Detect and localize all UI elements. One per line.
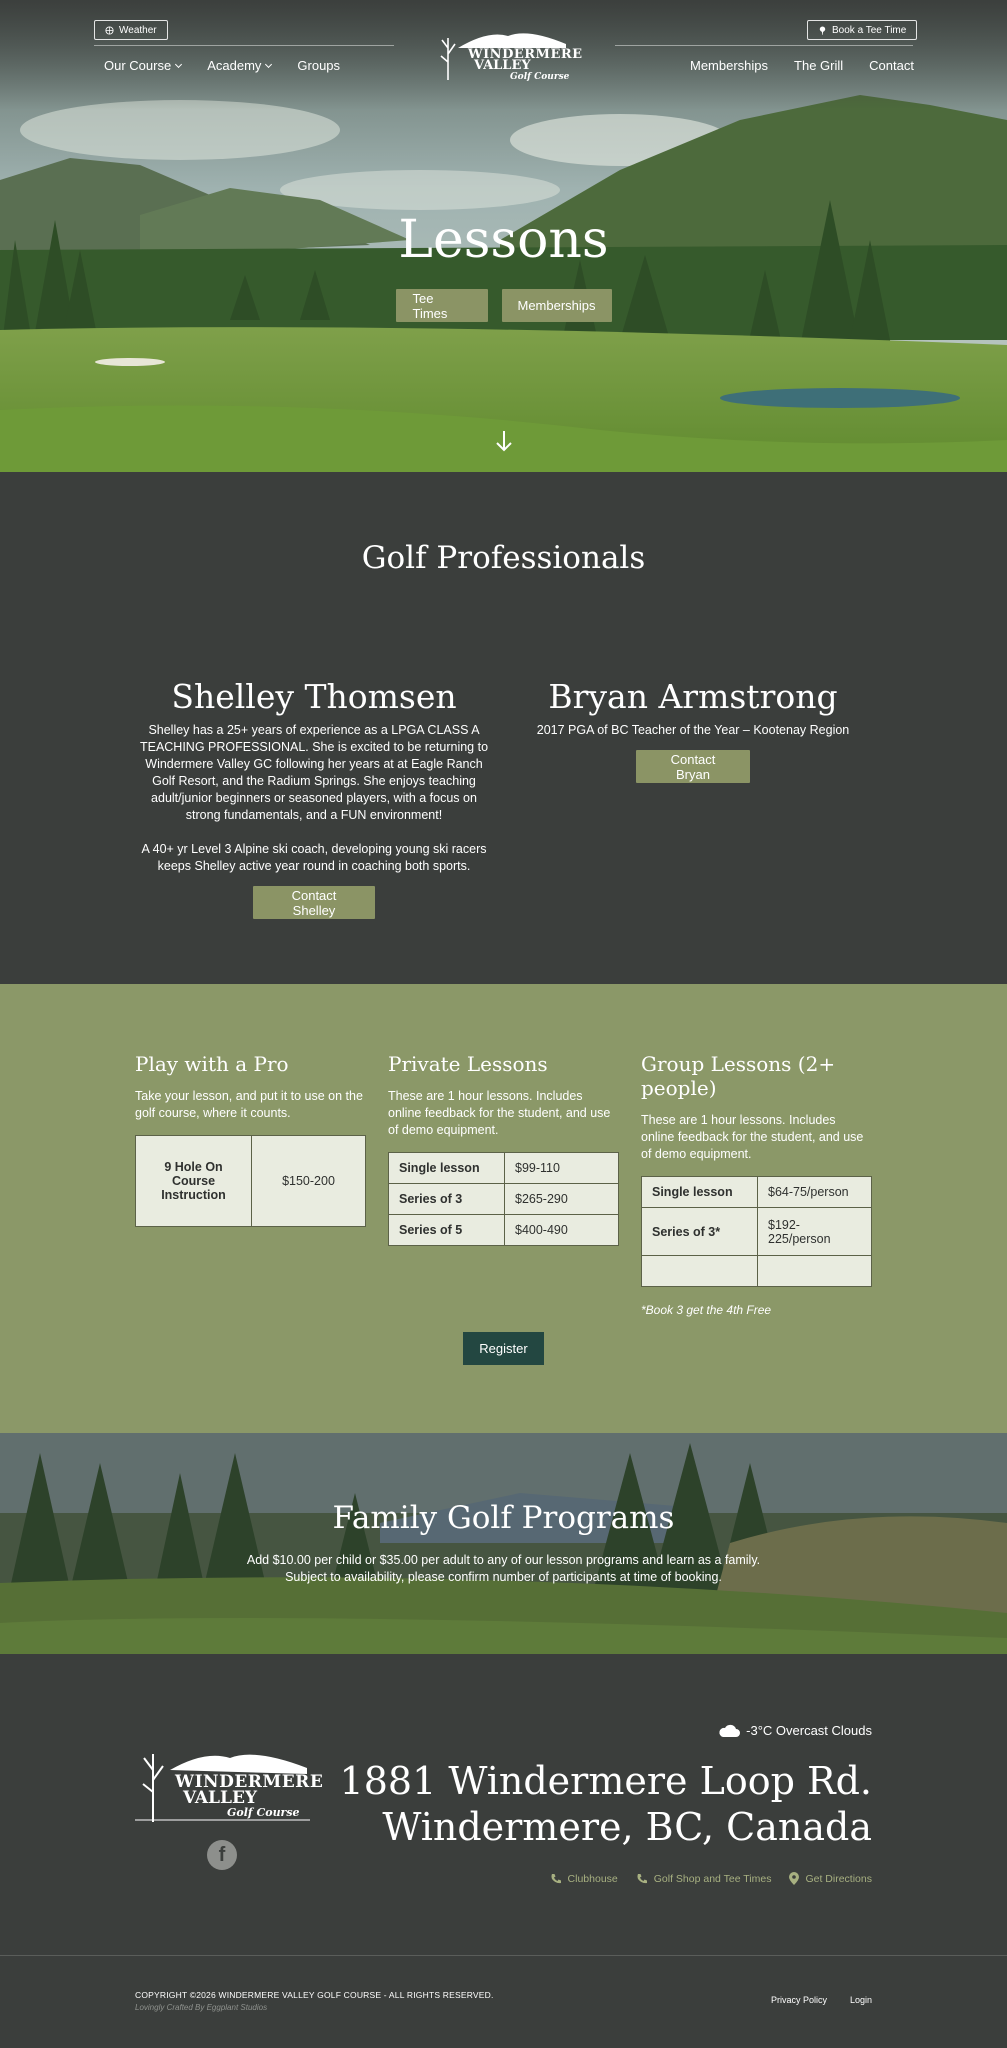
footer-logo-valley: VALLEY (183, 1788, 258, 1808)
link-label: Get Directions (805, 1872, 872, 1885)
table-cell-label: Single lesson (642, 1177, 758, 1208)
table-cell-label: Series of 3 (389, 1184, 505, 1215)
nav-item-academy[interactable] (207, 58, 271, 73)
pricing-table (135, 1135, 366, 1227)
table-row (642, 1177, 872, 1208)
contact-shelley-button[interactable]: Contact Shelley (253, 886, 375, 919)
contact-bryan-button[interactable]: Contact Bryan (636, 750, 750, 783)
pro-bio: 2017 PGA of BC Teacher of the Year – Kootenay Region (536, 723, 850, 737)
pricing-table (388, 1152, 619, 1246)
table-cell-price: $265-290 (505, 1184, 619, 1215)
table-row (389, 1153, 619, 1184)
table-row (136, 1136, 366, 1227)
weather-button[interactable] (94, 20, 168, 40)
site-logo[interactable] (438, 18, 583, 86)
nav-item-groups[interactable]: Groups (297, 58, 341, 73)
nav-item-contact[interactable]: Contact (869, 58, 914, 73)
cloud-icon (718, 1722, 740, 1738)
footer-logo[interactable] (135, 1736, 324, 1826)
pro-card-bryan (515, 677, 871, 783)
column-title: Private Lessons (388, 1052, 548, 1076)
table-cell-price: $192-225/person (758, 1208, 872, 1256)
legal-links (771, 1995, 872, 2005)
column-title: Play with a Pro (135, 1052, 289, 1076)
footer-logo-golf-course: Golf Course (227, 1806, 300, 1819)
nav-left (104, 58, 340, 73)
table-row (389, 1184, 619, 1215)
column-description: These are 1 hour lessons. Includes online feedback for the student, and use of demo equipment. (388, 1089, 611, 1137)
link-label: Golf Shop and Tee Times (653, 1872, 772, 1885)
address-line-1: 1881 Windermere Loop Rd. (339, 1759, 872, 1803)
column-description: These are 1 hour lessons. Includes online feedback for the student, and use of demo equipment. (641, 1113, 864, 1161)
nav-label: Our Course (104, 58, 172, 73)
chevron-down-icon (265, 60, 272, 67)
family-title: Family Golf Programs (332, 1500, 675, 1536)
site-credit[interactable]: Lovingly Crafted By Eggplant Studios (135, 2003, 268, 2012)
golf-shop-link[interactable] (636, 1872, 772, 1885)
get-directions-link[interactable] (789, 1872, 872, 1885)
logo-text-windermere: WINDERMERE (468, 47, 583, 62)
logo-text-valley: VALLEY (474, 58, 531, 73)
map-pin-icon (789, 1872, 799, 1885)
copyright: COPYRIGHT ©2026 WINDERMERE VALLEY GOLF COURSE - ALL RIGHTS RESERVED. (135, 1990, 494, 2000)
family-background-image (0, 1433, 1007, 1654)
phone-icon (636, 1873, 648, 1885)
footer-divider (0, 1955, 1007, 1956)
pro-bio-extra: A 40+ yr Level 3 Alpine ski coach, developing young ski racers keeps Shelley active year round in coaching both sports. (141, 842, 487, 873)
register-button[interactable]: Register (463, 1332, 544, 1365)
section-heading: Golf Professionals (361, 540, 646, 576)
footer-logo-windermere: WINDERMERE (175, 1772, 324, 1792)
globe-icon (105, 26, 114, 35)
nav-item-memberships[interactable]: Memberships (690, 58, 769, 73)
pro-bio: Shelley has a 25+ years of experience as a LPGA CLASS A TEACHING PROFESSIONAL. She is excited to be returning to Windermere Valley GC following her years at at Eagle Ranch Golf Resort, and the Radium Springs. She enjoys teaching adult/junior beginners or seasoned players, with a focus on strong fundamentals, and a FUN environment! (139, 723, 489, 822)
hero (0, 0, 1007, 472)
tee-times-button[interactable]: Tee Times (396, 289, 488, 322)
table-cell-price: $64-75/person (758, 1177, 872, 1208)
pro-card-shelley (135, 677, 493, 919)
footer-weather (718, 1722, 872, 1738)
phone-icon (550, 1873, 562, 1885)
column-title: Group Lessons (2+ people) (641, 1052, 836, 1100)
column-description: Take your lesson, and put it to use on the golf course, where it counts. (135, 1089, 363, 1120)
table-cell-label (642, 1256, 758, 1287)
table-cell-label: Series of 3* (642, 1208, 758, 1256)
footer-links (550, 1872, 872, 1885)
chevron-down-icon (175, 60, 182, 67)
address-line-2: Windermere, BC, Canada (382, 1805, 872, 1849)
family-description (0, 1552, 1007, 1586)
arrow-down-icon[interactable] (496, 430, 512, 452)
table-row (389, 1215, 619, 1246)
login-link[interactable]: Login (849, 1995, 872, 2005)
table-cell-label: 9 Hole On Course Instruction (136, 1136, 252, 1227)
logo-text-golf-course: Golf Course (510, 72, 570, 82)
page-title: Lessons (398, 210, 609, 270)
group-lessons-column (641, 1052, 872, 1317)
weather-readout: -3°C Overcast Clouds (746, 1722, 872, 1738)
family-line-1: Add $10.00 per child or $35.00 per adult to any of our lesson programs and learn as a family. (246, 1553, 761, 1567)
pricing-table (641, 1176, 872, 1287)
nav-divider-left (94, 45, 394, 46)
table-cell-price: $400-490 (505, 1215, 619, 1246)
table-row (642, 1208, 872, 1256)
address (340, 1758, 872, 1850)
memberships-button[interactable]: Memberships (502, 289, 612, 322)
nav-item-the-grill[interactable]: The Grill (794, 58, 844, 73)
table-cell-label: Series of 5 (389, 1215, 505, 1246)
table-cell-price: $99-110 (505, 1153, 619, 1184)
table-cell-price (758, 1256, 872, 1287)
link-label: Clubhouse (567, 1872, 618, 1885)
facebook-icon[interactable]: f (207, 1840, 237, 1870)
golf-professionals-section (0, 472, 1007, 984)
pro-name: Bryan Armstrong (548, 677, 838, 716)
pro-name: Shelley Thomsen (171, 677, 457, 716)
play-with-pro-column (135, 1052, 366, 1227)
family-programs-section (0, 1433, 1007, 1654)
golf-tee-icon (818, 26, 827, 35)
nav-label: Academy (207, 58, 262, 73)
weather-button-label: Weather (119, 24, 157, 36)
family-line-2: Subject to availability, please confirm number of participants at time of booking. (285, 1570, 722, 1584)
table-cell-label: Single lesson (389, 1153, 505, 1184)
lessons-section (0, 984, 1007, 1433)
nav-item-our-course[interactable] (104, 58, 181, 73)
table-row (642, 1256, 872, 1287)
footer (0, 1654, 1007, 2048)
book-tee-time-button[interactable] (807, 20, 917, 40)
privacy-policy-link[interactable]: Privacy Policy (770, 1995, 827, 2005)
book-tee-time-label: Book a Tee Time (832, 24, 907, 36)
nav-divider-right (615, 45, 913, 46)
clubhouse-link[interactable] (550, 1872, 618, 1885)
nav-right (690, 58, 914, 73)
table-footnote: *Book 3 get the 4th Free (641, 1303, 772, 1317)
table-cell-price: $150-200 (252, 1136, 366, 1227)
private-lessons-column (388, 1052, 619, 1246)
hero-buttons (0, 289, 1007, 322)
